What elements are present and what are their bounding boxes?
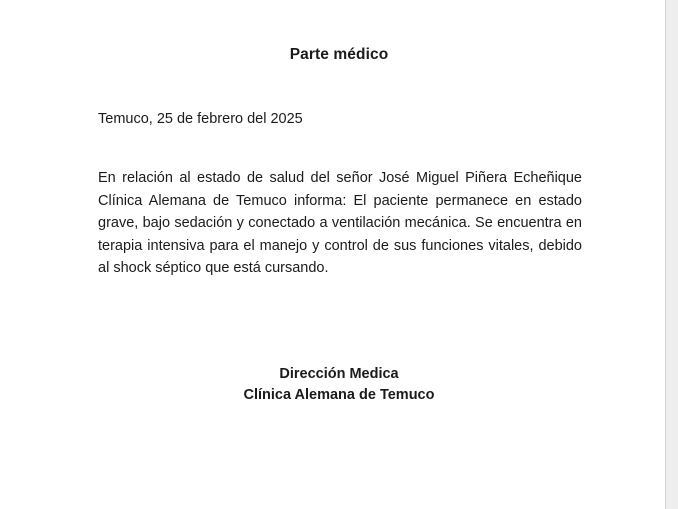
document-title: Parte médico (289, 46, 389, 63)
signature-line-institution: Clínica Alemana de Temuco (243, 387, 435, 403)
body-paragraph: En relación al estado de salud del señor José Miguel Piñera Echeñique Clínica Alemana de Temuco informa: El paciente permanece en estado grave, bajo sedación y conectado a ventilación mecánica. Se encuentra en terapia intensiva para el manejo y control de sus funciones vitales, debido al shock séptico que está cursando. (98, 170, 582, 276)
signature-block (0, 364, 678, 406)
place-date: Temuco, 25 de febrero del 2025 (98, 111, 303, 127)
signature-line-department: Dirección Medica (279, 366, 399, 382)
